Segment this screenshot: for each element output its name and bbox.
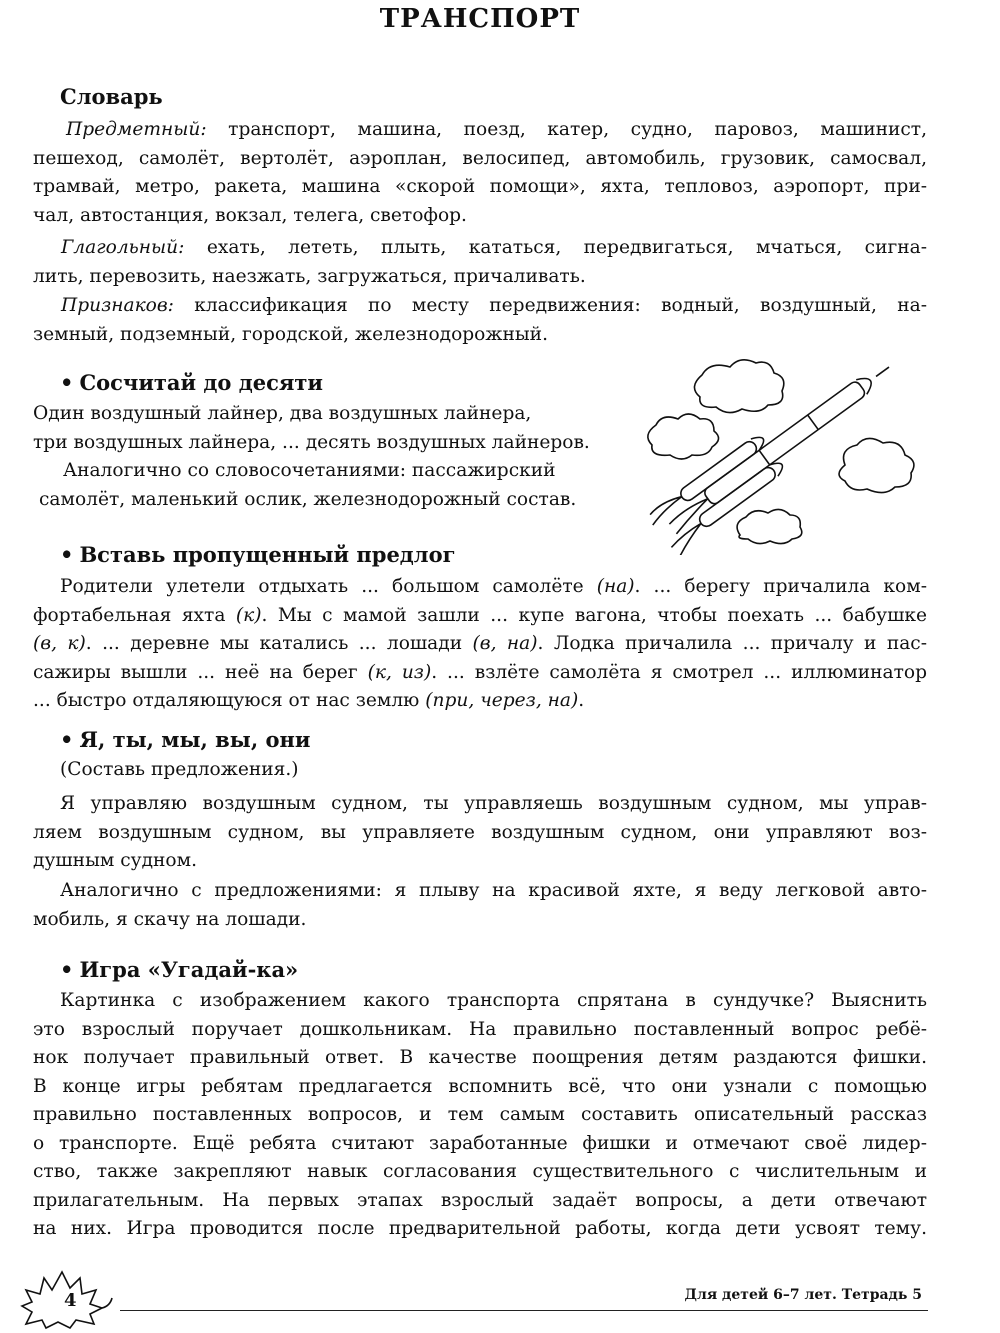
game-line-5: правильно поставленных вопросов, и тем самым составить описательный рассказ (33, 1104, 927, 1125)
pronouns-line-2: ляем воздушным судном, вы управляете воздушным судном, они управляют воз- (33, 821, 927, 843)
cloud-right (839, 438, 914, 492)
exhaust-3 (670, 523, 709, 555)
counting-heading-text: Сосчитай до десяти (79, 370, 323, 395)
slovar-priznakov (33, 292, 927, 349)
prep-hint-1: (на) (596, 576, 635, 597)
pronouns-para-1 (33, 790, 927, 876)
booster-upper-nose (751, 433, 767, 450)
rocket-band-1 (759, 450, 770, 465)
prep-hint-2: (к) (235, 604, 262, 626)
counting-line-2: три воздушных лайнера, ... десять воздушных лайнеров. (33, 431, 590, 453)
pronouns-line-1: Я управляю воздушным судном, ты управляешь воздушным судном, мы управ- (60, 793, 927, 814)
booster-lower-nose (770, 459, 786, 476)
slovar-predmetny (33, 116, 927, 230)
predmetny-line-3: трамвай, метро, ракета, машина «скорой помощи», яхта, тепловоз, аэропорт, при- (33, 176, 927, 197)
game-line-4: В конце игры ребятам предлагается вспомнить всё, что они узнали с помощью (33, 1075, 927, 1097)
bullet-icon: • (60, 727, 74, 752)
prep-line-4a: сажиры вышли ... неё на берег (33, 661, 368, 683)
prepositions-text (33, 573, 927, 716)
prep-line-2b: . Мы с мамой зашли ... купе вагона, чтобы поехать ... бабушке (261, 604, 927, 626)
counting-line-4: самолёт, маленький ослик, железнодорожный состав. (39, 488, 577, 510)
pronouns-line-5: мобиль, я скачу на лошади. (33, 908, 307, 930)
section-heading-pronouns (60, 727, 310, 752)
exhaust-1 (646, 492, 685, 525)
game-line-3: нок получает правильный ответ. В качестве поощрения детям раздаются фишки. (33, 1047, 927, 1068)
prep-line-3b: . Лодка причалила ... причалу и пас- (537, 633, 927, 654)
bullet-icon: • (60, 542, 74, 567)
footer-text: Для детей 6–7 лет. Тетрадь 5 (684, 1287, 922, 1303)
prep-line-5b: . (578, 690, 585, 711)
game-line-6: о транспорте. Ещё ребята считают заработанные фишки и отмечают своё лидер- (33, 1132, 927, 1154)
page-title: ТРАНСПОРТ (379, 4, 581, 34)
prep-line-3a: . ... деревне мы катались ... лошади (85, 633, 473, 654)
rocket-tip (876, 367, 889, 376)
prep-hint-4: (в, на) (472, 633, 538, 654)
rocket-illustration (630, 345, 930, 555)
pronouns-line-3: душным судном. (33, 850, 198, 871)
glagolny-line-1: ехать, лететь, плыть, кататься, передвигаться, мчаться, сигна- (206, 237, 927, 258)
pronouns-subheading: (Составь предложения.) (60, 759, 299, 780)
prepositions-heading-text: Вставь пропущенный предлог (79, 542, 456, 567)
footer-divider (120, 1310, 928, 1311)
game-line-8: прилагательным. На первых этапах взрослый задаёт вопросы, а дети отвечают (33, 1189, 927, 1211)
counting-line-3: Аналогично со словосочетаниями: пассажирский (63, 460, 556, 481)
prep-hint-6: (при, через, на) (425, 690, 579, 711)
rocket-core (702, 380, 866, 506)
pronouns-para-2 (33, 877, 927, 934)
predmetny-line-2: пешеход, самолёт, вертолёт, аэроплан, велосипед, автомобиль, грузовик, самосвал, (33, 147, 927, 169)
game-line-9: на них. Игра проводится после предварительной работы, когда дети усвоят тему. (33, 1218, 927, 1239)
predmetny-label: Предметный: (66, 119, 207, 140)
pronouns-line-4: Аналогично с предложениями: я плыву на красивой яхте, я веду легковой авто- (60, 880, 927, 901)
prep-line-1b: . ... берегу причалила ком- (634, 576, 927, 597)
game-text (33, 987, 927, 1244)
game-line-1: Картинка с изображением какого транспорта спрятана в сундучке? Выяснить (60, 990, 927, 1011)
bullet-icon: • (60, 957, 74, 982)
prep-line-1a: Родители улетели отдыхать ... большом самолёте (60, 576, 597, 597)
game-line-2: это взрослый поручает дошкольникам. На правильно поставленный вопрос ребё- (33, 1018, 927, 1040)
page-number: 4 (64, 1290, 77, 1311)
game-heading-text: Игра «Угадай-ка» (79, 957, 299, 982)
cloud-left (648, 414, 719, 459)
glagolny-line-2: лить, перевозить, наезжать, загружаться, причаливать. (33, 265, 586, 287)
prep-hint-3: (в, к) (33, 633, 86, 654)
bullet-icon: • (60, 370, 74, 395)
cloud-bottom (737, 509, 802, 543)
game-line-7: ство, также закрепляют навык согласования существительного с числительным и (33, 1161, 927, 1182)
predmetny-line-1: транспорт, машина, поезд, катер, судно, паровоз, машинист, (228, 119, 927, 140)
prep-hint-5: (к, из) (367, 661, 432, 683)
section-heading-slovar: Словарь (60, 84, 163, 109)
prep-line-4b: . ... взлёте самолёта я смотрел ... иллюминатор (431, 661, 927, 683)
prep-line-5a: ... быстро отдаляющуюся от нас землю (33, 690, 426, 711)
priznakov-line-2: земный, подземный, городской, железнодорожный. (33, 323, 548, 345)
booster-upper (678, 439, 759, 503)
section-heading-counting (60, 370, 323, 395)
cloud-top (694, 360, 783, 413)
booster-lower (697, 465, 778, 529)
predmetny-line-4: чал, автостанция, вокзал, телега, светофор. (33, 204, 467, 226)
slovar-glagolny (33, 234, 927, 291)
counting-line-1: Один воздушный лайнер, два воздушных лайнера, (33, 403, 532, 424)
section-heading-prepositions (60, 542, 455, 567)
glagolny-label: Глагольный: (61, 237, 185, 258)
counting-text (33, 400, 633, 514)
priznakov-label: Признаков: (61, 295, 174, 316)
prep-line-2a: фортабельная яхта (33, 604, 236, 626)
pronouns-heading-text: Я, ты, мы, вы, они (79, 727, 311, 752)
priznakov-line-1: классификация по месту передвижения: водный, воздушный, на- (194, 295, 927, 316)
section-heading-game (60, 957, 298, 982)
rocket-band-2 (808, 415, 819, 430)
